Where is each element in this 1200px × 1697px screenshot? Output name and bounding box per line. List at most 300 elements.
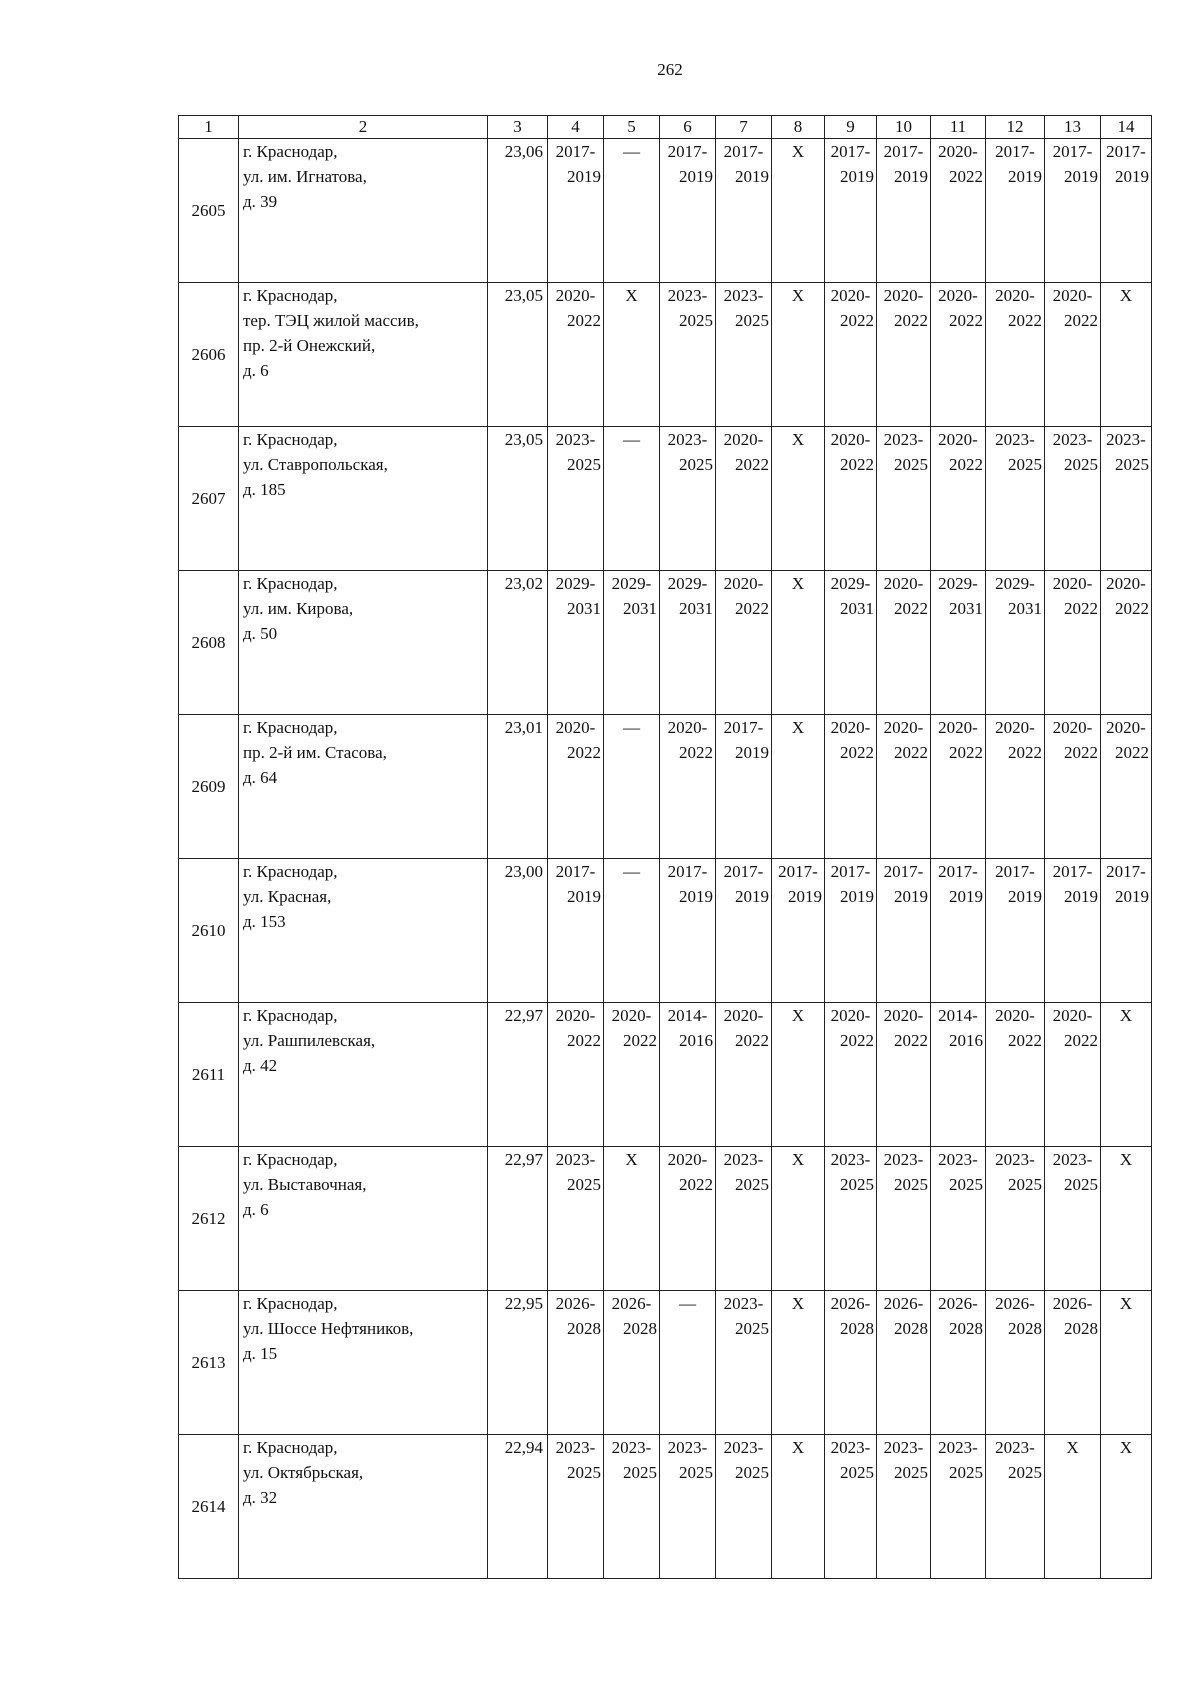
period-cell-col-12: [986, 1435, 1045, 1579]
period-line: 2019: [679, 887, 713, 906]
period-cell-col-11: [931, 1147, 986, 1291]
period-line: 2017-: [995, 862, 1035, 881]
address-line: д. 6: [243, 1200, 269, 1219]
period-line: 2019: [894, 887, 928, 906]
period-line: 2023-: [723, 1438, 764, 1457]
period-line: 2029-: [938, 574, 978, 593]
address-line: д. 185: [243, 480, 286, 499]
period-line: X: [1066, 1438, 1079, 1457]
table-row: [179, 1291, 1152, 1435]
period-line: 2025: [894, 1175, 928, 1194]
address-line: ул. Ставропольская,: [243, 455, 388, 474]
column-header-13: 13: [1045, 116, 1101, 139]
period-line: 2019: [1115, 887, 1149, 906]
period-cell-col-10: [877, 571, 931, 715]
period-line: 2017-: [995, 142, 1035, 161]
period-cell-col-12: [986, 859, 1045, 1003]
column-header-14: 14: [1101, 116, 1152, 139]
period-line: 2028: [623, 1319, 657, 1338]
period-cell-col-13: [1045, 1003, 1101, 1147]
period-line: 2020-: [883, 574, 924, 593]
period-line: 2023-: [995, 1438, 1035, 1457]
period-cell-col-14: [1101, 859, 1152, 1003]
period-line: 2017-: [723, 862, 764, 881]
address-cell: [239, 1147, 488, 1291]
period-line: 2026-: [995, 1294, 1035, 1313]
period-line: —: [623, 142, 640, 161]
period-line: 2025: [1115, 455, 1149, 474]
address-line: г. Краснодар,: [243, 430, 338, 449]
period-cell-col-14: [1101, 1291, 1152, 1435]
period-line: 2031: [840, 599, 874, 618]
period-line: 2020-: [555, 718, 596, 737]
address-line: ул. Рашпилевская,: [243, 1031, 376, 1050]
address-cell: [239, 859, 488, 1003]
column-header-9: 9: [825, 116, 877, 139]
period-line: 2020-: [830, 718, 871, 737]
area-value: 23,02: [488, 571, 548, 715]
period-line: 2031: [1008, 599, 1042, 618]
period-cell-col-7: [716, 1435, 772, 1579]
period-cell-col-9: [825, 859, 877, 1003]
period-cell-col-9: [825, 1003, 877, 1147]
period-line: 2022: [949, 311, 983, 330]
period-line: 2025: [679, 455, 713, 474]
period-line: 2025: [840, 1175, 874, 1194]
period-line: 2020-: [830, 1006, 871, 1025]
period-cell-col-9: [825, 283, 877, 427]
column-header-6: 6: [660, 116, 716, 139]
address-line: ул. Октябрьская,: [243, 1463, 364, 1482]
period-line: X: [791, 1294, 805, 1313]
period-line: 2019: [840, 167, 874, 186]
period-line: 2020-: [667, 718, 708, 737]
period-line: 2022: [840, 1031, 874, 1050]
address-line: г. Краснодар,: [243, 862, 338, 881]
period-line: 2025: [949, 1175, 983, 1194]
period-cell-col-6: [660, 1291, 716, 1435]
row-number: 2606: [179, 283, 239, 427]
column-header-7: 7: [716, 116, 772, 139]
period-cell-col-5: [604, 1435, 660, 1579]
period-cell-col-7: [716, 859, 772, 1003]
period-line: 2023-: [611, 1438, 652, 1457]
period-cell-col-13: [1045, 1435, 1101, 1579]
period-cell-col-11: [931, 571, 986, 715]
period-line: 2025: [567, 1175, 601, 1194]
period-cell-col-5: [604, 571, 660, 715]
period-line: X: [1119, 1150, 1133, 1169]
period-line: 2023-: [883, 430, 924, 449]
period-cell-col-11: [931, 715, 986, 859]
period-line: 2025: [735, 1319, 769, 1338]
period-line: 2020-: [1052, 286, 1093, 305]
period-cell-col-10: [877, 427, 931, 571]
period-cell-col-8: [772, 1147, 825, 1291]
address-line: г. Краснодар,: [243, 1150, 338, 1169]
area-value: 23,00: [488, 859, 548, 1003]
period-line: 2019: [1064, 887, 1098, 906]
period-line: 2017-: [1052, 142, 1093, 161]
period-line: 2023-: [723, 286, 764, 305]
period-line: 2028: [567, 1319, 601, 1338]
area-value: 23,01: [488, 715, 548, 859]
period-line: 2017-: [555, 862, 596, 881]
period-cell-col-7: [716, 571, 772, 715]
period-line: 2020-: [1052, 718, 1093, 737]
period-cell-col-10: [877, 1147, 931, 1291]
period-line: 2020-: [1052, 1006, 1093, 1025]
period-line: 2022: [894, 1031, 928, 1050]
period-line: 2023-: [1052, 1150, 1093, 1169]
period-cell-col-8: [772, 859, 825, 1003]
period-line: 2029-: [555, 574, 596, 593]
period-cell-col-9: [825, 1291, 877, 1435]
period-line: 2025: [949, 1463, 983, 1482]
address-line: г. Краснодар,: [243, 1438, 338, 1457]
period-cell-col-6: [660, 571, 716, 715]
period-line: 2020-: [938, 142, 978, 161]
column-header-12: 12: [986, 116, 1045, 139]
period-line: 2022: [1008, 743, 1042, 762]
period-cell-col-14: [1101, 283, 1152, 427]
period-line: 2019: [679, 167, 713, 186]
table-row: [179, 283, 1152, 427]
row-number: 2610: [179, 859, 239, 1003]
period-cell-col-14: [1101, 427, 1152, 571]
period-cell-col-13: [1045, 1147, 1101, 1291]
period-cell-col-12: [986, 1147, 1045, 1291]
period-line: 2023-: [667, 1438, 708, 1457]
period-line: X: [1119, 286, 1133, 305]
period-cell-col-14: [1101, 1003, 1152, 1147]
row-number: 2614: [179, 1435, 239, 1579]
period-line: 2019: [735, 743, 769, 762]
period-cell-col-9: [825, 571, 877, 715]
period-cell-col-6: [660, 283, 716, 427]
period-cell-col-12: [986, 571, 1045, 715]
address-cell: [239, 283, 488, 427]
period-line: —: [623, 718, 640, 737]
period-cell-col-11: [931, 139, 986, 283]
period-line: 2022: [1064, 599, 1098, 618]
row-number: 2607: [179, 427, 239, 571]
period-line: 2020-: [667, 1150, 708, 1169]
period-line: 2017-: [1052, 862, 1093, 881]
address-line: ул. Красная,: [243, 887, 332, 906]
period-line: 2023-: [667, 286, 708, 305]
column-header-10: 10: [877, 116, 931, 139]
period-line: 2023-: [938, 1150, 978, 1169]
column-header-3: 3: [488, 116, 548, 139]
page-number: 262: [657, 60, 683, 79]
period-line: 2028: [1064, 1319, 1098, 1338]
period-cell-col-10: [877, 283, 931, 427]
period-cell-col-5: [604, 1147, 660, 1291]
period-cell-col-6: [660, 1435, 716, 1579]
period-cell-col-7: [716, 1003, 772, 1147]
period-line: 2022: [840, 311, 874, 330]
address-line: г. Краснодар,: [243, 718, 338, 737]
period-line: X: [791, 718, 805, 737]
period-line: 2016: [679, 1031, 713, 1050]
period-line: X: [1119, 1006, 1133, 1025]
period-line: 2025: [1008, 1463, 1042, 1482]
period-line: 2019: [735, 887, 769, 906]
period-cell-col-12: [986, 1291, 1045, 1435]
period-cell-col-6: [660, 1003, 716, 1147]
address-line: пр. 2-й им. Стасова,: [243, 743, 387, 762]
period-line: 2023-: [995, 1150, 1035, 1169]
period-line: 2022: [1064, 743, 1098, 762]
period-cell-col-4: [548, 859, 604, 1003]
period-line: 2023-: [938, 1438, 978, 1457]
table-row: [179, 1003, 1152, 1147]
period-line: —: [623, 430, 640, 449]
period-line: 2022: [894, 311, 928, 330]
period-line: 2023-: [830, 1150, 871, 1169]
period-line: 2022: [1115, 743, 1149, 762]
period-cell-col-13: [1045, 1291, 1101, 1435]
period-line: 2019: [788, 887, 822, 906]
period-cell-col-8: [772, 571, 825, 715]
schedule-table: [178, 115, 1152, 1579]
period-cell-col-5: [604, 715, 660, 859]
period-cell-col-4: [548, 1147, 604, 1291]
table-row: [179, 1147, 1152, 1291]
period-cell-col-12: [986, 715, 1045, 859]
period-line: X: [791, 430, 805, 449]
period-line: X: [1119, 1294, 1133, 1313]
period-cell-col-9: [825, 715, 877, 859]
period-cell-col-7: [716, 1291, 772, 1435]
period-line: 2022: [735, 1031, 769, 1050]
period-line: 2017-: [555, 142, 596, 161]
period-cell-col-10: [877, 1435, 931, 1579]
period-line: 2022: [1008, 1031, 1042, 1050]
period-line: 2029-: [667, 574, 708, 593]
period-line: 2017-: [667, 142, 708, 161]
address-line: ул. Шоссе Нефтяников,: [243, 1319, 414, 1338]
period-cell-col-8: [772, 1003, 825, 1147]
period-line: X: [791, 1006, 805, 1025]
period-cell-col-4: [548, 1291, 604, 1435]
period-line: 2020-: [1106, 718, 1146, 737]
period-line: 2025: [679, 311, 713, 330]
period-line: 2022: [567, 743, 601, 762]
period-line: 2020-: [830, 286, 871, 305]
address-cell: [239, 571, 488, 715]
period-cell-col-4: [548, 715, 604, 859]
period-cell-col-14: [1101, 139, 1152, 283]
period-line: 2023-: [883, 1150, 924, 1169]
period-cell-col-6: [660, 139, 716, 283]
period-cell-col-4: [548, 139, 604, 283]
table-row: [179, 571, 1152, 715]
period-line: 2025: [735, 311, 769, 330]
period-line: 2019: [1115, 167, 1149, 186]
period-line: 2020-: [611, 1006, 652, 1025]
row-number: 2612: [179, 1147, 239, 1291]
period-cell-col-10: [877, 859, 931, 1003]
row-number: 2611: [179, 1003, 239, 1147]
period-line: 2022: [894, 743, 928, 762]
period-line: 2020-: [995, 286, 1035, 305]
period-line: X: [791, 574, 805, 593]
period-line: 2020-: [723, 1006, 764, 1025]
period-cell-col-11: [931, 1291, 986, 1435]
table-row: [179, 1435, 1152, 1579]
period-line: 2025: [679, 1463, 713, 1482]
address-line: д. 15: [243, 1344, 278, 1363]
period-line: 2022: [735, 455, 769, 474]
period-line: 2020-: [1052, 574, 1093, 593]
period-line: X: [1119, 1438, 1133, 1457]
period-cell-col-8: [772, 139, 825, 283]
column-header-5: 5: [604, 116, 660, 139]
period-line: 2025: [1064, 1175, 1098, 1194]
period-line: X: [791, 142, 805, 161]
address-cell: [239, 1291, 488, 1435]
period-cell-col-6: [660, 715, 716, 859]
period-line: 2022: [840, 455, 874, 474]
address-cell: [239, 1435, 488, 1579]
period-cell-col-11: [931, 427, 986, 571]
column-header-8: 8: [772, 116, 825, 139]
period-cell-col-12: [986, 139, 1045, 283]
period-line: 2022: [840, 743, 874, 762]
period-cell-col-11: [931, 859, 986, 1003]
period-line: 2017-: [1106, 862, 1146, 881]
address-cell: [239, 139, 488, 283]
period-line: 2022: [1115, 599, 1149, 618]
period-cell-col-12: [986, 427, 1045, 571]
period-cell-col-8: [772, 283, 825, 427]
period-line: 2020-: [883, 718, 924, 737]
address-line: д. 153: [243, 912, 286, 931]
table-row: [179, 859, 1152, 1003]
row-number: 2608: [179, 571, 239, 715]
period-cell-col-9: [825, 1147, 877, 1291]
period-line: 2023-: [555, 430, 596, 449]
period-line: 2025: [894, 1463, 928, 1482]
address-line: д. 6: [243, 361, 269, 380]
period-line: X: [791, 1438, 805, 1457]
period-cell-col-12: [986, 283, 1045, 427]
period-cell-col-14: [1101, 571, 1152, 715]
period-line: 2020-: [555, 286, 596, 305]
area-value: 22,94: [488, 1435, 548, 1579]
period-cell-col-6: [660, 427, 716, 571]
period-cell-col-13: [1045, 427, 1101, 571]
column-header-2: 2: [239, 116, 488, 139]
period-cell-col-11: [931, 1435, 986, 1579]
period-line: 2022: [1064, 1031, 1098, 1050]
area-value: 23,06: [488, 139, 548, 283]
period-cell-col-6: [660, 859, 716, 1003]
period-line: 2022: [679, 1175, 713, 1194]
address-line: ул. Выставочная,: [243, 1175, 367, 1194]
period-line: 2020-: [723, 574, 764, 593]
period-line: 2029-: [830, 574, 871, 593]
period-line: 2029-: [995, 574, 1035, 593]
period-line: 2022: [1008, 311, 1042, 330]
period-cell-col-13: [1045, 139, 1101, 283]
period-line: 2019: [1008, 887, 1042, 906]
period-cell-col-7: [716, 283, 772, 427]
period-line: 2020-: [883, 1006, 924, 1025]
column-header-1: 1: [179, 116, 239, 139]
period-cell-col-10: [877, 715, 931, 859]
table-body: [179, 139, 1152, 1579]
area-value: 22,97: [488, 1147, 548, 1291]
period-cell-col-8: [772, 1291, 825, 1435]
period-line: 2025: [1008, 455, 1042, 474]
period-cell-col-7: [716, 139, 772, 283]
address-line: д. 42: [243, 1056, 278, 1075]
period-cell-col-9: [825, 1435, 877, 1579]
period-line: 2019: [567, 167, 601, 186]
period-line: 2025: [1064, 455, 1098, 474]
address-line: г. Краснодар,: [243, 142, 338, 161]
period-line: 2017-: [1106, 142, 1146, 161]
period-line: 2019: [894, 167, 928, 186]
period-line: 2019: [567, 887, 601, 906]
period-line: X: [625, 286, 638, 305]
row-number: 2605: [179, 139, 239, 283]
period-line: 2023-: [723, 1294, 764, 1313]
period-line: 2019: [949, 887, 983, 906]
period-cell-col-4: [548, 427, 604, 571]
period-line: 2022: [567, 1031, 601, 1050]
period-line: 2017-: [938, 862, 978, 881]
period-line: 2017-: [723, 718, 764, 737]
period-line: 2022: [894, 599, 928, 618]
period-cell-col-12: [986, 1003, 1045, 1147]
period-line: 2020-: [723, 430, 764, 449]
period-line: 2017-: [883, 142, 924, 161]
period-line: 2017-: [723, 142, 764, 161]
period-line: 2028: [840, 1319, 874, 1338]
period-cell-col-8: [772, 1435, 825, 1579]
period-cell-col-13: [1045, 571, 1101, 715]
period-line: 2017-: [778, 862, 818, 881]
period-cell-col-9: [825, 427, 877, 571]
period-cell-col-7: [716, 1147, 772, 1291]
row-number: 2613: [179, 1291, 239, 1435]
period-cell-col-4: [548, 283, 604, 427]
period-line: 2020-: [938, 430, 978, 449]
period-line: 2023-: [555, 1438, 596, 1457]
period-line: 2031: [567, 599, 601, 618]
period-line: X: [625, 1150, 638, 1169]
period-line: 2028: [1008, 1319, 1042, 1338]
period-cell-col-13: [1045, 283, 1101, 427]
period-cell-col-5: [604, 1291, 660, 1435]
period-line: 2025: [840, 1463, 874, 1482]
period-line: 2026-: [830, 1294, 871, 1313]
period-line: 2031: [949, 599, 983, 618]
address-line: д. 64: [243, 768, 278, 787]
period-line: X: [791, 286, 805, 305]
period-cell-col-10: [877, 1003, 931, 1147]
period-line: 2025: [735, 1463, 769, 1482]
period-line: 2022: [949, 455, 983, 474]
table-row: [179, 715, 1152, 859]
period-cell-col-4: [548, 571, 604, 715]
address-line: пр. 2-й Онежский,: [243, 336, 376, 355]
period-line: 2025: [894, 455, 928, 474]
